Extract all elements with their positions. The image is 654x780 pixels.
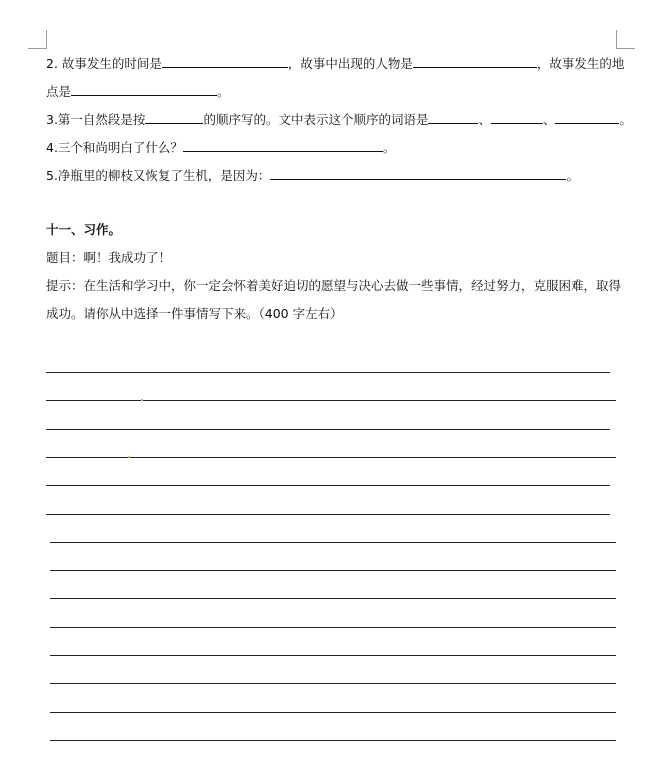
writing-line[interactable] — [50, 655, 616, 656]
question-4-end: 。 — [382, 140, 396, 155]
writing-line[interactable] — [50, 598, 616, 599]
writing-line[interactable] — [50, 542, 616, 543]
section-heading: 十一、习作。 — [46, 222, 122, 237]
essay-hint-line-1: 提示：在生活和学习中，你一定会怀着美好迫切的愿望与决心去做一些事情，经过努力，克服困难，取得 — [46, 278, 622, 293]
answer-blank-q5[interactable] — [270, 167, 566, 180]
question-2-prompt-place-cont: 点是 — [46, 84, 72, 99]
question-3-end: 。 — [619, 112, 632, 127]
question-2-line-2 — [46, 83, 230, 100]
answer-blank-order[interactable] — [145, 111, 203, 124]
writing-line[interactable] — [46, 485, 610, 486]
question-3 — [46, 111, 632, 128]
question-2-prompt-place: ，故事发生的地 — [536, 56, 625, 71]
question-2-line-1 — [46, 55, 624, 72]
writing-line[interactable] — [50, 627, 616, 628]
essay-hint-line-2: 成功。请你从中选择一件事情写下来。（400 字左右） — [46, 306, 343, 321]
answer-blank-place[interactable] — [71, 83, 217, 96]
question-3-prompt: 3.第一自然段是按 — [46, 112, 146, 127]
crop-mark-top-left — [28, 30, 47, 49]
writing-line[interactable] — [46, 372, 610, 373]
writing-line[interactable] — [46, 400, 616, 401]
question-2-prompt-people: ，故事中出现的人物是 — [287, 56, 413, 71]
essay-title: 题目：啊！我成功了！ — [46, 250, 172, 265]
answer-blank-word-3[interactable] — [555, 111, 619, 124]
answer-blank-q4[interactable] — [183, 139, 383, 152]
writing-line[interactable] — [46, 514, 610, 515]
writing-line[interactable] — [46, 457, 616, 458]
question-5-prompt: 5.净瓶里的柳枝又恢复了生机，是因为： — [46, 168, 271, 183]
question-2-prompt: 2. 故事发生的时间是 — [46, 56, 162, 71]
answer-blank-word-2[interactable] — [491, 111, 543, 124]
question-3-prompt-words: 的顺序写的。文中表示这个顺序的词语是 — [203, 112, 429, 127]
writing-line[interactable] — [46, 429, 610, 430]
separator: 、 — [542, 112, 556, 127]
separator: 、 — [478, 112, 491, 127]
question-2-end: 。 — [217, 84, 230, 99]
answer-blank-time[interactable] — [162, 55, 288, 68]
answer-blank-people[interactable] — [413, 55, 537, 68]
question-4 — [46, 139, 395, 156]
answer-blank-word-1[interactable] — [428, 111, 478, 124]
stray-mark — [141, 399, 143, 401]
writing-line[interactable] — [50, 683, 616, 684]
writing-line[interactable] — [50, 712, 616, 713]
writing-line[interactable] — [50, 570, 616, 571]
writing-line[interactable] — [50, 740, 616, 741]
question-5-end: 。 — [566, 168, 579, 183]
stray-mark — [128, 456, 130, 458]
question-5 — [46, 167, 579, 184]
crop-mark-top-right — [616, 30, 635, 49]
question-4-prompt: 4.三个和尚明白了什么？ — [46, 140, 183, 155]
